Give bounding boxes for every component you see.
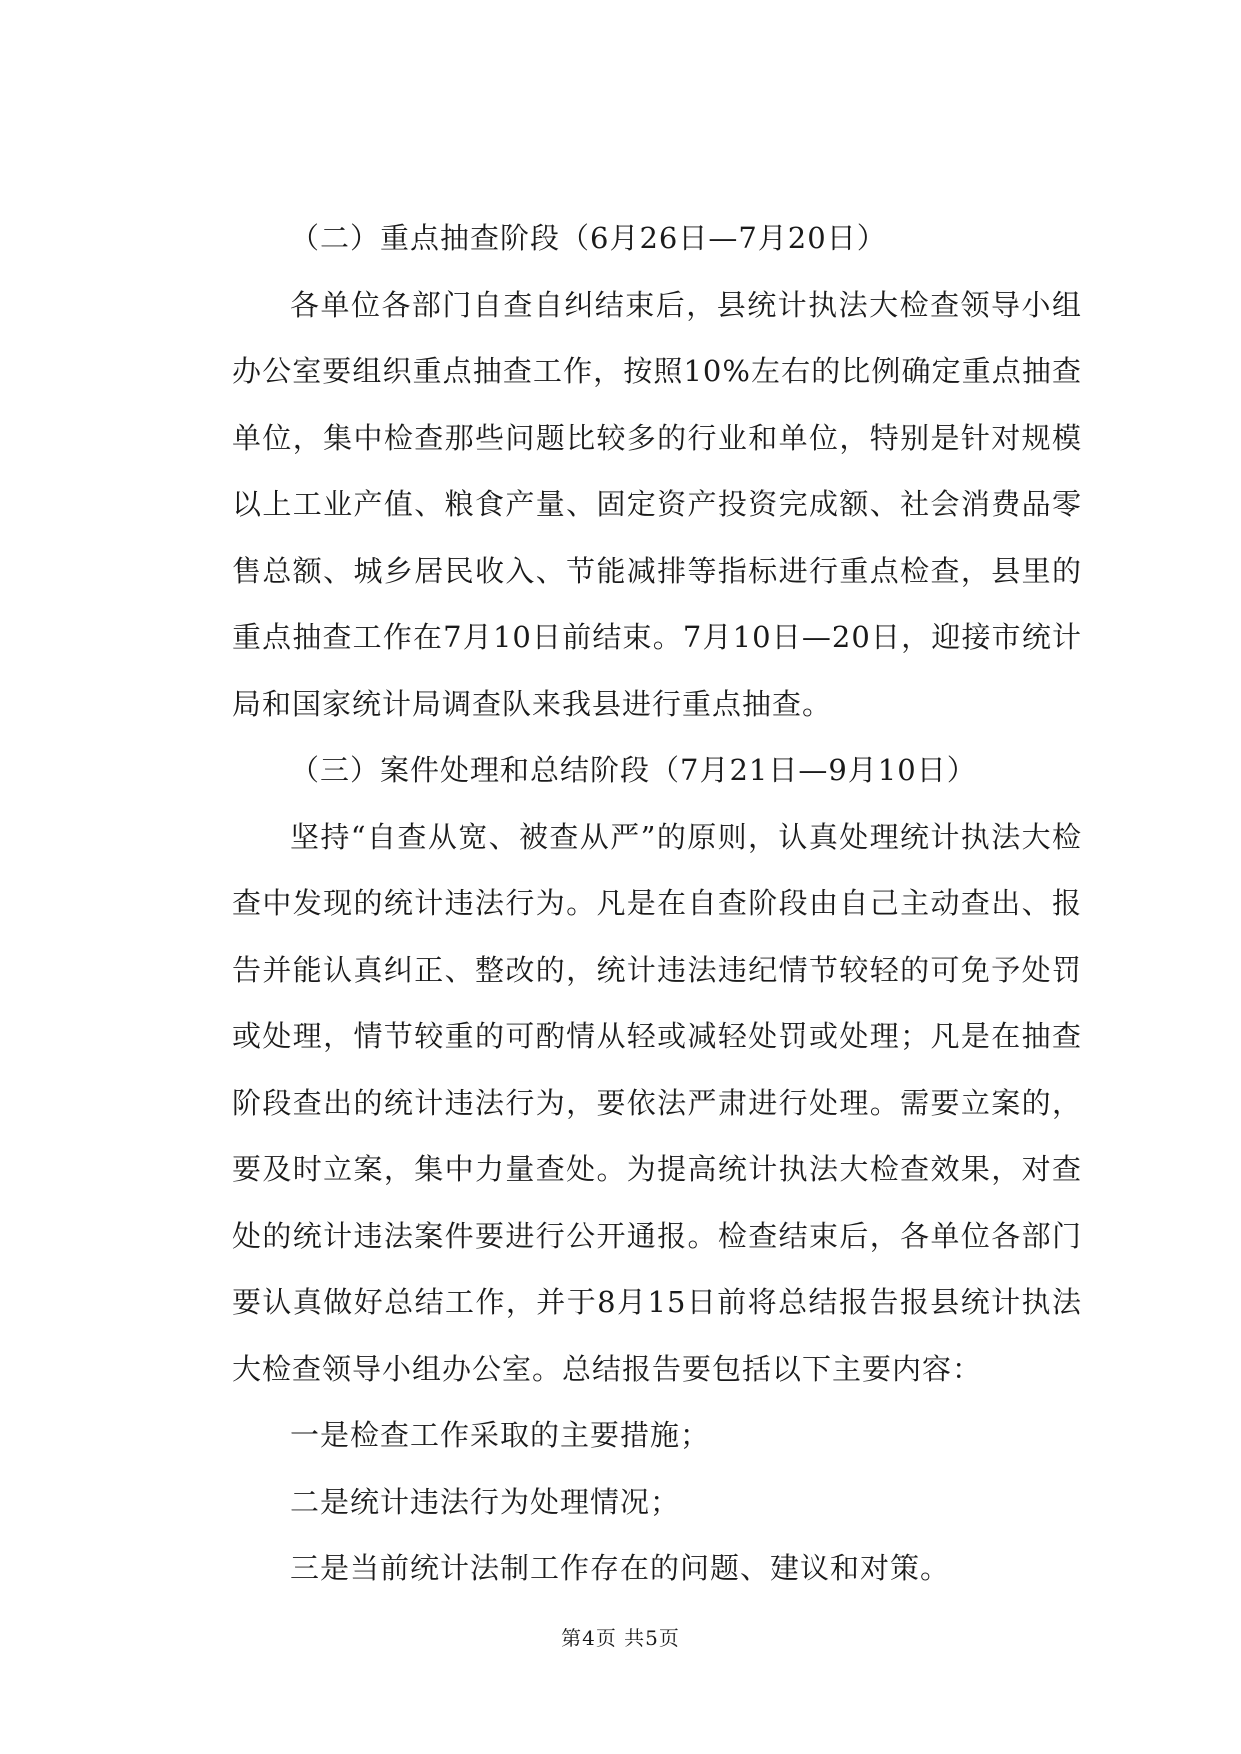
section-heading-3: （三）案件处理和总结阶段（7月21日—9月10日） bbox=[290, 753, 977, 787]
page-number-footer: 第4页 共5页 bbox=[561, 1626, 680, 1650]
list-item-issues: 三是当前统计法制工作存在的问题、建议和对策。 bbox=[290, 1551, 951, 1585]
paragraph-spot-check: 各单位各部门自查自纠结束后，县统计执法大检查领导小组办公室要组织重点抽查工作，按照10%左右的比例确定重点抽查单位，集中检查那些问题比较多的行业和单位，特别是针对规模以上工业产值、粮食产量、固定资产投资完成额、社会消费品零售总额、城乡居民收入、节能减排等指标进行重点检查，县里的重点抽查工作在7月10日前结束。7月10日—20日，迎接市统计局和国家统计局调查队来我县进行重点抽查。 bbox=[232, 287, 1082, 721]
document-body bbox=[232, 205, 1082, 1602]
list-item-handling: 二是统计违法行为处理情况； bbox=[290, 1484, 681, 1519]
list-item-measures: 一是检查工作采取的主要措施； bbox=[290, 1418, 711, 1452]
section-heading-2: （二）重点抽查阶段（6月26日—7月20日） bbox=[290, 221, 887, 255]
paragraph-case-handling: 坚持“自查从宽、被查从严”的原则，认真处理统计执法大检查中发现的统计违法行为。凡是在自查阶段由自己主动查出、报告并能认真纠正、整改的，统计违法违纪情节较轻的可免予处罚或处理，情节较重的可酌情从轻或减轻处罚或处理；凡是在抽查阶段查出的统计违法行为，要依法严肃进行处理。需要立案的，要及时立案，集中力量查处。为提高统计执法大检查效果，对查处的统计违法案件要进行公开通报。检查结束后，各单位各部门要认真做好总结工作，并于8月15日前将总结报告报县统计执法大检查领导小组办公室。总结报告要包括以下主要内容： bbox=[232, 819, 1082, 1386]
